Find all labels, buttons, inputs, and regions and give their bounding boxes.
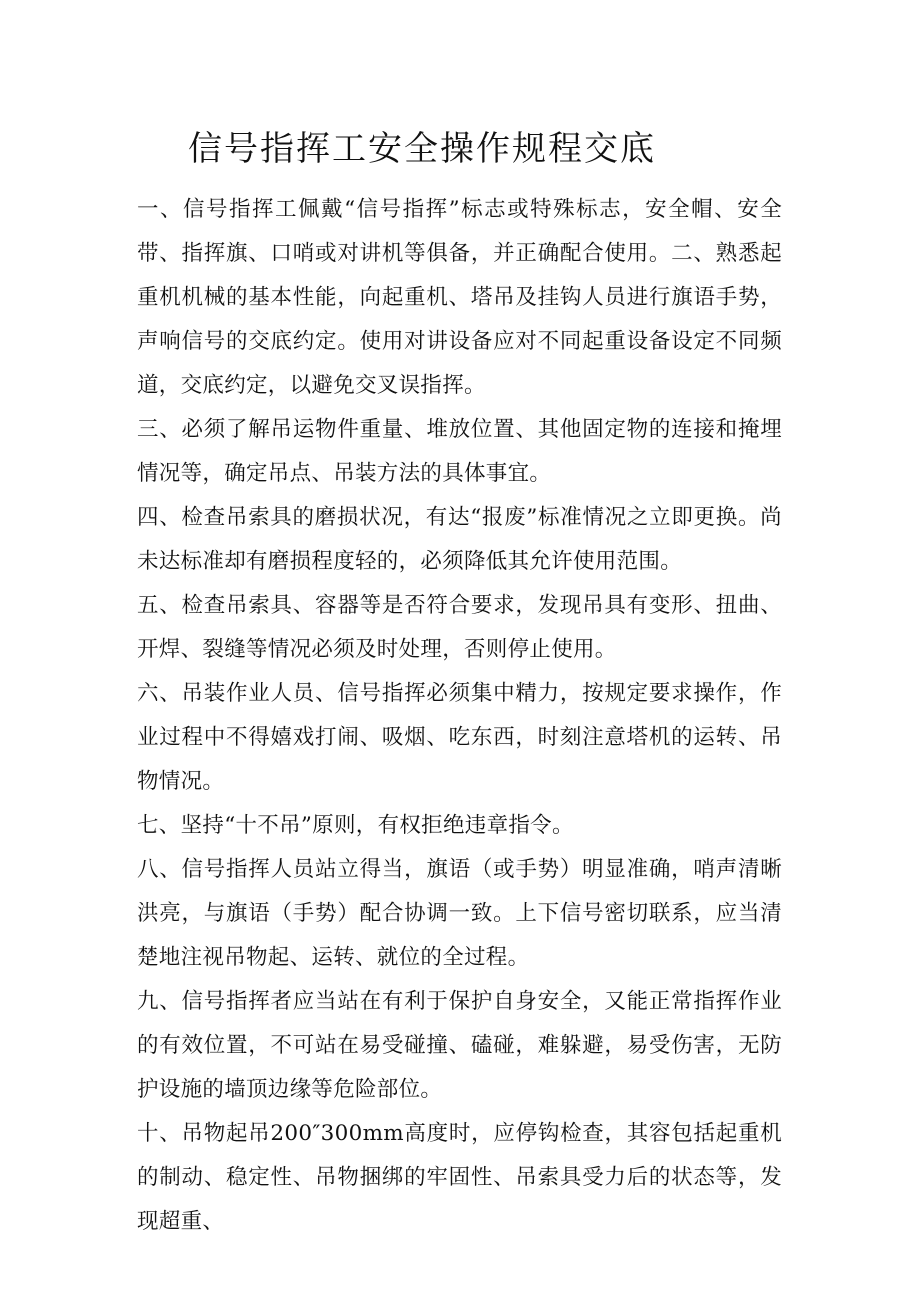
paragraph-3: 三、必须了解吊运物件重量、堆放位置、其他固定物的连接和掩埋情况等，确定吊点、吊装方法的具体事宜。 bbox=[137, 417, 782, 486]
paragraph-6: 六、吊装作业人员、信号指挥必须集中精力，按规定要求操作，作业过程中不得嬉戏打闹、吸烟、吃东西，时刻注意塔机的运转、吊物情况。 bbox=[137, 681, 782, 794]
paragraph-1: 一、信号指挥工佩戴“信号指挥”标志或特殊标志，安全帽、安全带、指挥旗、口哨或对讲机等俱备，并正确配合使用。二、熟悉起重机机械的基本性能，向起重机、塔吊及挂钩人员进行旗语手势，声响信号的交底约定。使用对讲设备应对不同起重设备设定不同频道，交底约定，以避免交叉误指挥。 bbox=[137, 197, 782, 398]
paragraph-7: 七、坚持“十不吊”原则，有权拒绝违章指令。 bbox=[137, 813, 574, 838]
paragraph-5: 五、检查吊索具、容器等是否符合要求，发现吊具有变形、扭曲、开焊、裂缝等情况必须及时处理，否则停止使用。 bbox=[137, 593, 782, 662]
paragraph-4: 四、检查吊索具的磨损状况，有达“报废”标准情况之立即更换。尚未达标准却有磨损程度轻的，必须降低其允许使用范围。 bbox=[137, 505, 782, 574]
paragraph-8: 八、信号指挥人员站立得当，旗语（或手势）明显准确，哨声清晰洪亮，与旗语（手势）配合协调一致。上下信号密切联系，应当清楚地注视吊物起、运转、就位的全过程。 bbox=[137, 857, 782, 970]
paragraph-10: 十、吊物起吊200″300mm高度时，应停钩检查，其容包括起重机的制动、稳定性、吊物捆绑的牢固性、吊索具受力后的状态等，发现超重、 bbox=[137, 1121, 782, 1234]
document-title: 信号指挥工安全操作规程交底 bbox=[188, 129, 656, 169]
document-body bbox=[137, 188, 782, 1244]
paragraph-9: 九、信号指挥者应当站在有利于保护自身安全，又能正常指挥作业的有效位置，不可站在易受碰撞、磕碰，难躲避，易受伤害，无防护设施的墙顶边缘等危险部位。 bbox=[137, 989, 782, 1102]
